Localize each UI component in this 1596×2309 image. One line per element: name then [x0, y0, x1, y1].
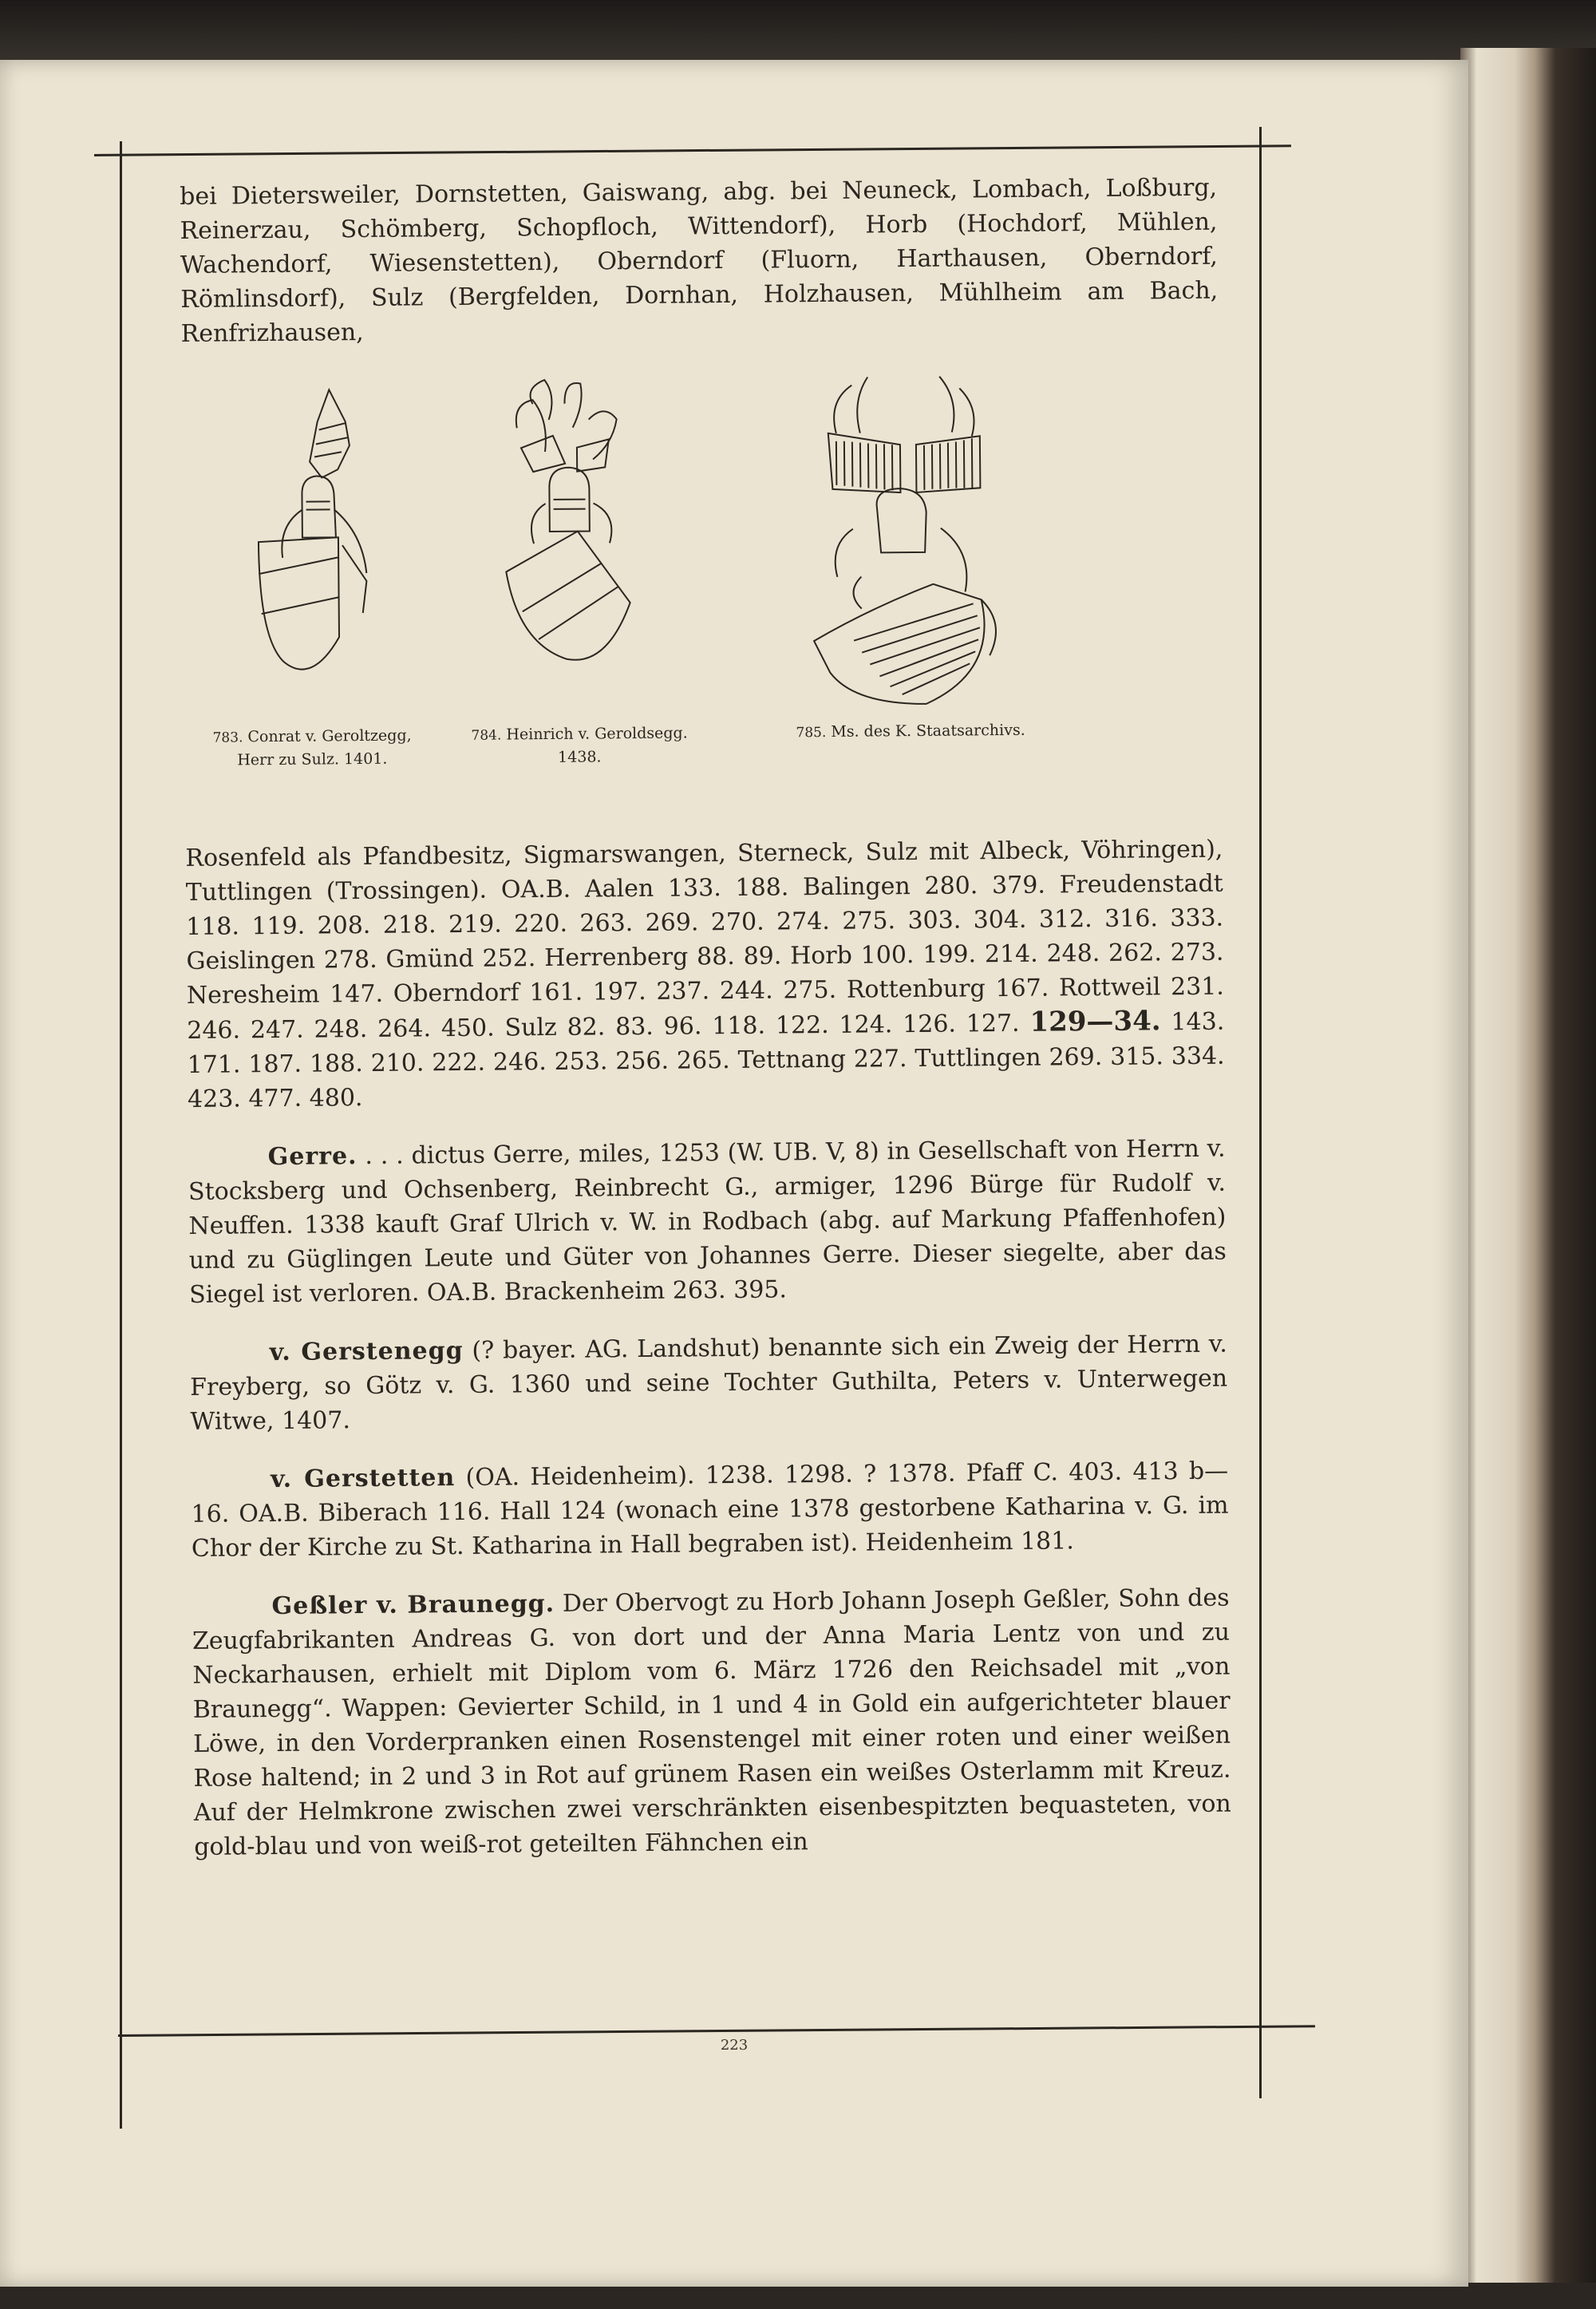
top-paragraph: bei Dietersweiler, Dornstetten, Gaiswang, abg. bei Neuneck, Lombach, Loßburg, Reinerzau, Schömberg, Schopfloch, Wittendorf), Horb (Hochdorf, Mühlen, Wachendorf, Wiesenstetten), Oberndorf (Fluorn, Harthausen, Oberndorf, Römlinsdorf), Sulz (Bergfelden, Dornhan, Holzhausen, Mühlheim am Bach, Renfrizhausen, [180, 173, 1219, 348]
entry-gessler-braunegg: Geßler v. Braunegg. Der Obervogt zu Horb Johann Joseph Geßler, Sohn des Zeugfabrikanten Andreas G. von dort und der Anna Maria Lentz von und zu Neckarhausen, erhielt mit Diplom vom 6. März 1726 den Reichsadel mit „von Braunegg“. Wappen: Gevierter Schild, in 1 und 4 in Gold ein aufgerichteter blauer Löwe, in den Vorderpranken einen Rosenstengel mit einer roten und einer weißen Rose haltend; in 2 und 3 in Rot auf grünem Rasen ein weißes Osterlamm mit Kreuz. Auf der Helmkrone zwischen zwei verschränkten eisenbespitzten bequasteten, von gold-blau und von weiß-rot geteilten Fähnchen ein [192, 1583, 1231, 1861]
frame-right-rule [1259, 127, 1262, 2098]
book-binding [0, 0, 1596, 68]
frame-top-rule [94, 144, 1291, 156]
coat-of-arms-figures [181, 366, 1223, 822]
figure-784-caption: 784. Heinrich v. Geroldsegg. 1438. [471, 724, 688, 766]
figure-783 [181, 373, 440, 772]
entry-gerre: Gerre. . . . dictus Gerre, miles, 1253 (W. UB. V, 8) in Gesellschaft von Herrn v. Stocksberg und Ochsenberg, Reinbrecht G., armiger, 1296 Bürge für Rudolf v. Neuffen. 1338 kauft Graf Ulrich v. W. in Rodbach (abg. auf Markung Pfaffenhofen) und zu Güglingen Leute und Güter von Johannes Gerre. Dieser siegelte, aber das Siegel ist verloren. OA.B. Brackenheim 263. 395. [188, 1134, 1227, 1309]
coat-of-arms-783-icon [181, 373, 440, 726]
coat-of-arms-785-icon [740, 367, 1078, 722]
book-page-edges [1460, 48, 1596, 2283]
entry-gerstetten: v. Gerstetten (OA. Heidenheim). 1238. 1298. ? 1378. Pfaff C. 403. 413 b—16. OA.B. Biberach 116. Hall 124 (wonach eine 1378 gestorbene Katharina v. G. im Chor der Kirche zu St. Katharina in Hall begraben ist). Heidenheim 181. [191, 1457, 1229, 1563]
page-number: 223 [720, 2037, 749, 2054]
figure-783-caption: 783. Conrat v. Geroltzegg, Herr zu Sulz. 1401. [212, 726, 412, 769]
figure-785 [740, 367, 1078, 745]
page-text [180, 171, 1232, 1880]
figure-784 [444, 370, 711, 769]
figure-785-caption: 785. Ms. des K. Staatsarchivs. [796, 721, 1025, 741]
references-paragraph: Rosenfeld als Pfandbesitz, Sigmarswangen, Sterneck, Sulz mit Albeck, Vöhringen), Tuttlingen (Trossingen). OA.B. Aalen 133. 188. Balingen 280. 379. Freudenstadt 118. 119. 208. 218. 219. 220. 263. 269. 270. 274. 275. 303. 304. 312. 316. 333. Geislingen 278. Gmünd 252. Herrenberg 88. 89. Horb 100. 199. 214. 248. 262. 273. Neresheim 147. Oberndorf 161. 197. 237. 244. 275. Rottenburg 167. Rottweil 231. 246. 247. 248. 264. 450. Sulz 82. 83. 96. 118. 122. 124. 126. 127. 129—34. 143. 171. 187. 188. 210. 222. 246. 253. 256. 265. Tettnang 227. Tuttlingen 269. 315. 334. 423. 477. 480. [185, 835, 1225, 1113]
entry-gerstenegg: v. Gerstenegg (? bayer. AG. Landshut) benannte sich ein Zweig der Herrn v. Freyberg, so Götz v. G. 1360 und seine Tochter Guthilta, Peters v. Unterwegen Witwe, 1407. [190, 1330, 1228, 1436]
frame-bottom-rule [118, 2025, 1315, 2037]
coat-of-arms-784-icon [444, 370, 711, 724]
frame-left-rule [120, 141, 122, 2129]
